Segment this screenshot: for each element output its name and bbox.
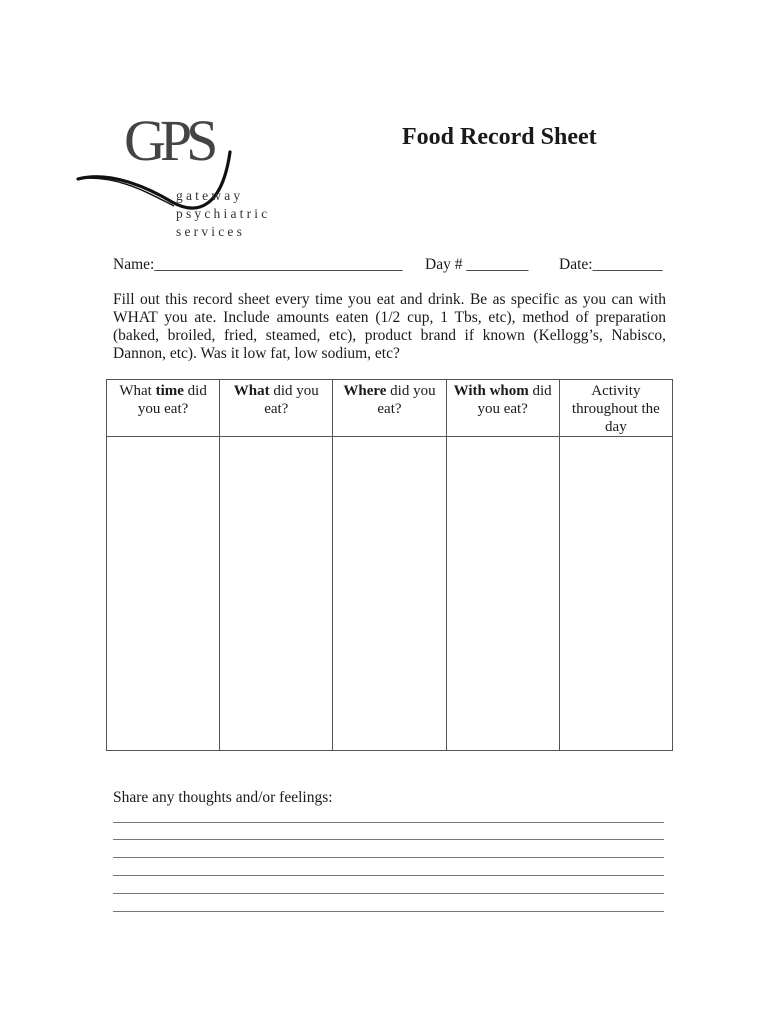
date-field[interactable]: Date:_________ xyxy=(559,256,663,273)
column-header-activity: Activity throughout the day xyxy=(559,380,672,437)
thoughts-line[interactable] xyxy=(113,822,664,823)
entry-cell-where[interactable] xyxy=(333,437,446,751)
entry-cell-activity[interactable] xyxy=(559,437,672,751)
thoughts-line[interactable] xyxy=(113,857,664,858)
share-thoughts-label: Share any thoughts and/or feelings: xyxy=(113,789,333,806)
logo-line-services: services xyxy=(176,224,246,239)
entry-cell-what[interactable] xyxy=(220,437,333,751)
instructions-text: Fill out this record sheet every time you eat and drink. Be as specific as you can with WHAT you ate. Include amounts eaten (1/2 cup, 1 Tbs, etc), method of preparation (baked, broiled, fried, steamed, etc), product brand if known (Kellogg’s, Nabisco, Dannon, etc). Was it low fat, low sodium, etc? xyxy=(113,291,666,362)
day-field[interactable]: Day # ________ xyxy=(425,256,529,273)
column-header-what: What did you eat? xyxy=(220,380,333,437)
page-title: Food Record Sheet xyxy=(402,124,597,150)
column-header-where: Where did you eat? xyxy=(333,380,446,437)
gps-logo xyxy=(72,108,312,247)
logo-line-psychiatric: psychiatric xyxy=(176,206,271,221)
thoughts-line[interactable] xyxy=(113,893,664,894)
entry-cell-time[interactable] xyxy=(107,437,220,751)
logo-letters: GPS xyxy=(124,108,213,173)
thoughts-line[interactable] xyxy=(113,875,664,876)
thoughts-line[interactable] xyxy=(113,839,664,840)
column-header-time: What time did you eat? xyxy=(107,380,220,437)
logo-line-gateway: gateway xyxy=(176,188,244,203)
column-header-with-whom: With whom did you eat? xyxy=(446,380,559,437)
food-record-table xyxy=(106,379,673,751)
entry-cell-with-whom[interactable] xyxy=(446,437,559,751)
name-field[interactable]: Name:________________________________ xyxy=(113,256,403,273)
thoughts-line[interactable] xyxy=(113,911,664,912)
